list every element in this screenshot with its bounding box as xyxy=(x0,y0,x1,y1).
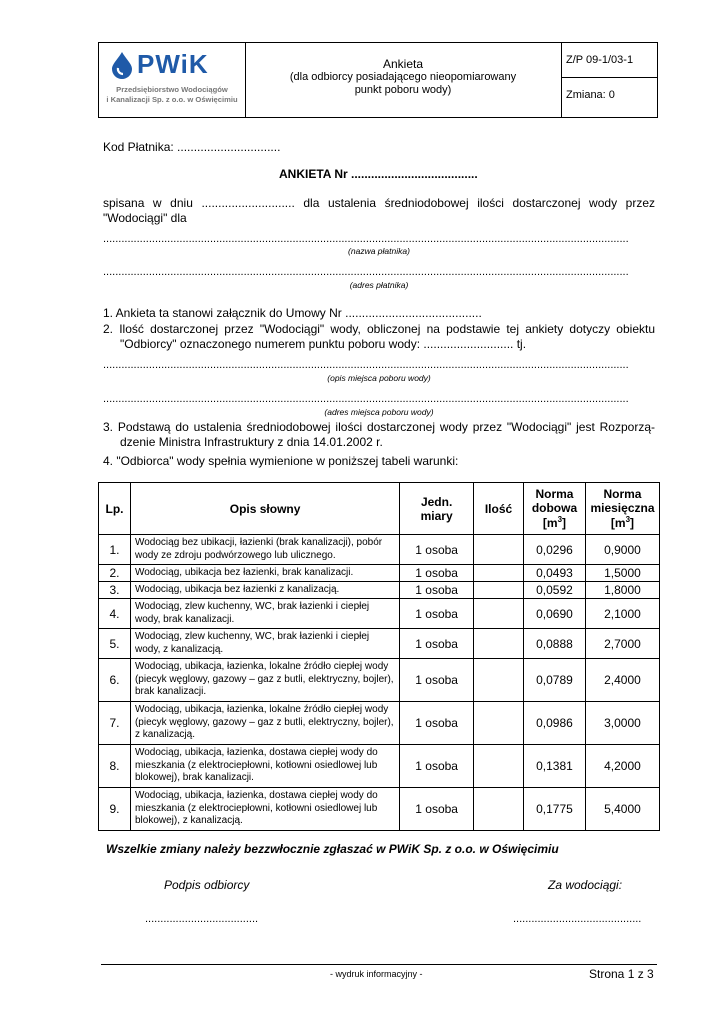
cell-ilosc[interactable] xyxy=(474,535,524,565)
cell-ilosc[interactable] xyxy=(474,599,524,629)
cell-dobowa: 0,0789 xyxy=(524,659,586,702)
cell-miesieczna: 2,7000 xyxy=(585,629,659,659)
code-cell xyxy=(561,43,657,117)
page-number: Strona 1 z 3 xyxy=(589,967,654,981)
table-row xyxy=(99,659,660,702)
cell-dobowa: 0,1775 xyxy=(524,788,586,831)
cell-miesieczna: 2,1000 xyxy=(585,599,659,629)
cell-opis: Wodociąg, ubikacja bez łazienki, brak kanalizacji. xyxy=(130,565,399,582)
cell-opis: Wodociąg, ubikacja, łazienka, dostawa ciepłej wody do mieszkania (z elektrociepłowni, kotłowni osiedlowej lub blokowej), z kanalizacją. xyxy=(130,788,399,831)
cell-lp: 3. xyxy=(99,582,131,599)
table-row xyxy=(99,599,660,629)
spisana-line1: spisana w dniu ............................ dla ustalenia średniodobowej ilości dostarczonej wody przez xyxy=(103,196,655,210)
opis-miejsca-line: ............................................................................................................................................................................ xyxy=(103,359,629,371)
cell-miesieczna: 1,5000 xyxy=(585,565,659,582)
cell-ilosc[interactable] xyxy=(474,745,524,788)
cell-dobowa: 0,1381 xyxy=(524,745,586,788)
table-row xyxy=(99,565,660,582)
cell-dobowa: 0,0296 xyxy=(524,535,586,565)
header-dobowa xyxy=(524,483,586,535)
cell-miesieczna: 3,0000 xyxy=(585,702,659,745)
table-row xyxy=(99,582,660,599)
document-header xyxy=(98,42,658,118)
cell-miesieczna: 1,8000 xyxy=(585,582,659,599)
header-opis: Opis słowny xyxy=(130,483,399,535)
cell-jedn: 1 osoba xyxy=(400,535,474,565)
cell-opis: Wodociąg, zlew kuchenny, WC, brak łazienki i ciepłej wody, z kanalizacją. xyxy=(130,629,399,659)
item-1: 1. Ankieta ta stanowi załącznik do Umowy Nr ......................................... xyxy=(103,306,482,320)
header-dobowa-3: [m xyxy=(542,516,558,530)
form-title: Ankieta xyxy=(382,57,424,71)
cell-lp: 9. xyxy=(99,788,131,831)
water-drop-icon xyxy=(109,51,135,79)
cell-miesieczna: 5,4000 xyxy=(585,788,659,831)
cell-opis: Wodociąg, ubikacja bez łazienki z kanalizacją. xyxy=(130,582,399,599)
cell-lp: 2. xyxy=(99,565,131,582)
spisana-line2: "Wodociągi" dla xyxy=(103,211,187,225)
caption-adres: (adres płatnika) xyxy=(349,280,409,290)
cell-lp: 5. xyxy=(99,629,131,659)
header-jedn-2: miary xyxy=(420,508,453,523)
cell-ilosc[interactable] xyxy=(474,788,524,831)
changes-notice: Wszelkie zmiany należy bezzwłocznie zgłaszać w PWiK Sp. z o.o. w Oświęcimiu xyxy=(106,842,559,856)
table-row xyxy=(99,788,660,831)
header-jedn xyxy=(400,483,474,535)
item-3-line2: dzenie Ministra Infrastruktury z dnia 14.01.2002 r. xyxy=(120,435,383,449)
signature-left-line[interactable]: ..................................... xyxy=(145,913,259,925)
signature-left-label: Podpis odbiorcy xyxy=(164,878,250,892)
header-jedn-1: Jedn. xyxy=(420,494,453,509)
cell-miesieczna: 4,2000 xyxy=(585,745,659,788)
cell-dobowa: 0,0986 xyxy=(524,702,586,745)
item-3-line1: 3. Podstawą do ustalenia średniodobowej ilości dostarczonej wody przez "Wodociągi" jest Rozporzą- xyxy=(103,420,655,434)
header-lp: Lp. xyxy=(99,483,131,535)
header-miesieczna-1: Norma xyxy=(603,487,642,501)
caption-nazwa: (nazwa płatnika) xyxy=(348,246,410,256)
kod-platnika: Kod Płatnika: ............................... xyxy=(103,140,281,154)
footer-note: - wydruk informacyjny - xyxy=(330,969,423,979)
cell-lp: 1. xyxy=(99,535,131,565)
signature-right-line[interactable]: .......................................... xyxy=(513,913,642,925)
cell-miesieczna: 0,9000 xyxy=(585,535,659,565)
logo-subtitle xyxy=(103,85,241,104)
adres-miejsca-line: ............................................................................................................................................................................ xyxy=(103,393,629,405)
cell-jedn: 1 osoba xyxy=(400,788,474,831)
table-header-row xyxy=(99,483,660,535)
nazwa-platnika-line: ............................................................................................................................................................................ xyxy=(103,233,629,245)
logo-subtitle-line2: i Kanalizacji Sp. z o.o. w Oświęcimiu xyxy=(106,94,238,104)
cell-jedn: 1 osoba xyxy=(400,745,474,788)
cell-dobowa: 0,0888 xyxy=(524,629,586,659)
item-2-line2: "Odbiorcy" oznaczonego numerem punktu poboru wody: ........................... tj. xyxy=(120,337,527,351)
header-ilosc: Ilość xyxy=(474,483,524,535)
ankieta-number: ANKIETA Nr ...................................... xyxy=(279,167,478,181)
cell-opis: Wodociąg, ubikacja, łazienka, lokalne źródło ciepłej wody (piecyk węglowy, gazowy – gaz z butli, elektryczny, bojler), brak kanalizacji. xyxy=(130,659,399,702)
caption-adres-miejsca: (adres miejsca poboru wody) xyxy=(324,407,434,417)
signature-right-label: Za wodociągi: xyxy=(548,878,623,892)
header-miesieczna-3: [m xyxy=(610,516,626,530)
header-dobowa-sup: 3 xyxy=(557,515,563,524)
table-row xyxy=(99,702,660,745)
table-row xyxy=(99,629,660,659)
form-subtitle-line2: punkt poboru wody) xyxy=(354,84,452,96)
cell-lp: 4. xyxy=(99,599,131,629)
cell-opis: Wodociąg bez ubikacji, łazienki (brak kanalizacji), pobór wody ze zdroju podwórzowego lub ulicznego. xyxy=(130,535,399,565)
doc-code: Z/P 09-1/03-1 xyxy=(566,54,634,66)
cell-lp: 8. xyxy=(99,745,131,788)
cell-dobowa: 0,0592 xyxy=(524,582,586,599)
item-4: 4. "Odbiorca" wody spełnia wymienione w poniższej tabeli warunki: xyxy=(103,454,459,468)
adres-platnika-line: ............................................................................................................................................................................ xyxy=(103,266,629,278)
header-dobowa-2: dobowa xyxy=(531,501,578,515)
caption-opis: (opis miejsca poboru wody) xyxy=(327,373,431,383)
change-number: Zmiana: 0 xyxy=(566,89,615,101)
cell-jedn: 1 osoba xyxy=(400,702,474,745)
norms-table xyxy=(98,482,660,831)
logo-subtitle-line1: Przedsiębiorstwo Wodociągów xyxy=(116,85,228,94)
cell-ilosc[interactable] xyxy=(474,582,524,599)
item-2-line1: 2. Ilość dostarczonej przez "Wodociągi" wody, obliczonej na podstawie tej ankiety dotyczy obiektu xyxy=(103,322,655,336)
header-dobowa-1: Norma xyxy=(535,487,574,501)
cell-dobowa: 0,0690 xyxy=(524,599,586,629)
cell-jedn: 1 osoba xyxy=(400,659,474,702)
logo-text: PWiK xyxy=(137,49,209,79)
header-dobowa-4: ] xyxy=(562,516,567,530)
header-miesieczna-4: ] xyxy=(630,516,635,530)
cell-ilosc[interactable] xyxy=(474,702,524,745)
cell-ilosc[interactable] xyxy=(474,629,524,659)
pwik-logo xyxy=(109,51,235,81)
cell-miesieczna: 2,4000 xyxy=(585,659,659,702)
header-miesieczna-2: miesięczna xyxy=(590,501,655,515)
cell-lp: 6. xyxy=(99,659,131,702)
cell-lp: 7. xyxy=(99,702,131,745)
table-row xyxy=(99,535,660,565)
title-cell xyxy=(245,43,562,117)
cell-dobowa: 0,0493 xyxy=(524,565,586,582)
cell-jedn: 1 osoba xyxy=(400,599,474,629)
cell-ilosc[interactable] xyxy=(474,659,524,702)
cell-jedn: 1 osoba xyxy=(400,565,474,582)
form-subtitle-line1: (dla odbiorcy posiadającego nieopomiarowany xyxy=(289,71,517,83)
cell-opis: Wodociąg, ubikacja, łazienka, dostawa ciepłej wody do mieszkania (z elektrociepłowni, kotłowni osiedlowej lub blokowej), brak kanalizacji. xyxy=(130,745,399,788)
table-row xyxy=(99,745,660,788)
cell-opis: Wodociąg, zlew kuchenny, WC, brak łazienki i ciepłej wody, brak kanalizacji. xyxy=(130,599,399,629)
logo-cell xyxy=(99,43,246,117)
footer-divider xyxy=(101,964,657,965)
cell-ilosc[interactable] xyxy=(474,565,524,582)
cell-opis: Wodociąg, ubikacja, łazienka, lokalne źródło ciepłej wody (piecyk węglowy, gazowy – gaz z butli, elektryczny, bojler), z kanalizacją. xyxy=(130,702,399,745)
cell-jedn: 1 osoba xyxy=(400,629,474,659)
header-miesieczna xyxy=(585,483,659,535)
cell-jedn: 1 osoba xyxy=(400,582,474,599)
header-miesieczna-sup: 3 xyxy=(625,515,631,524)
